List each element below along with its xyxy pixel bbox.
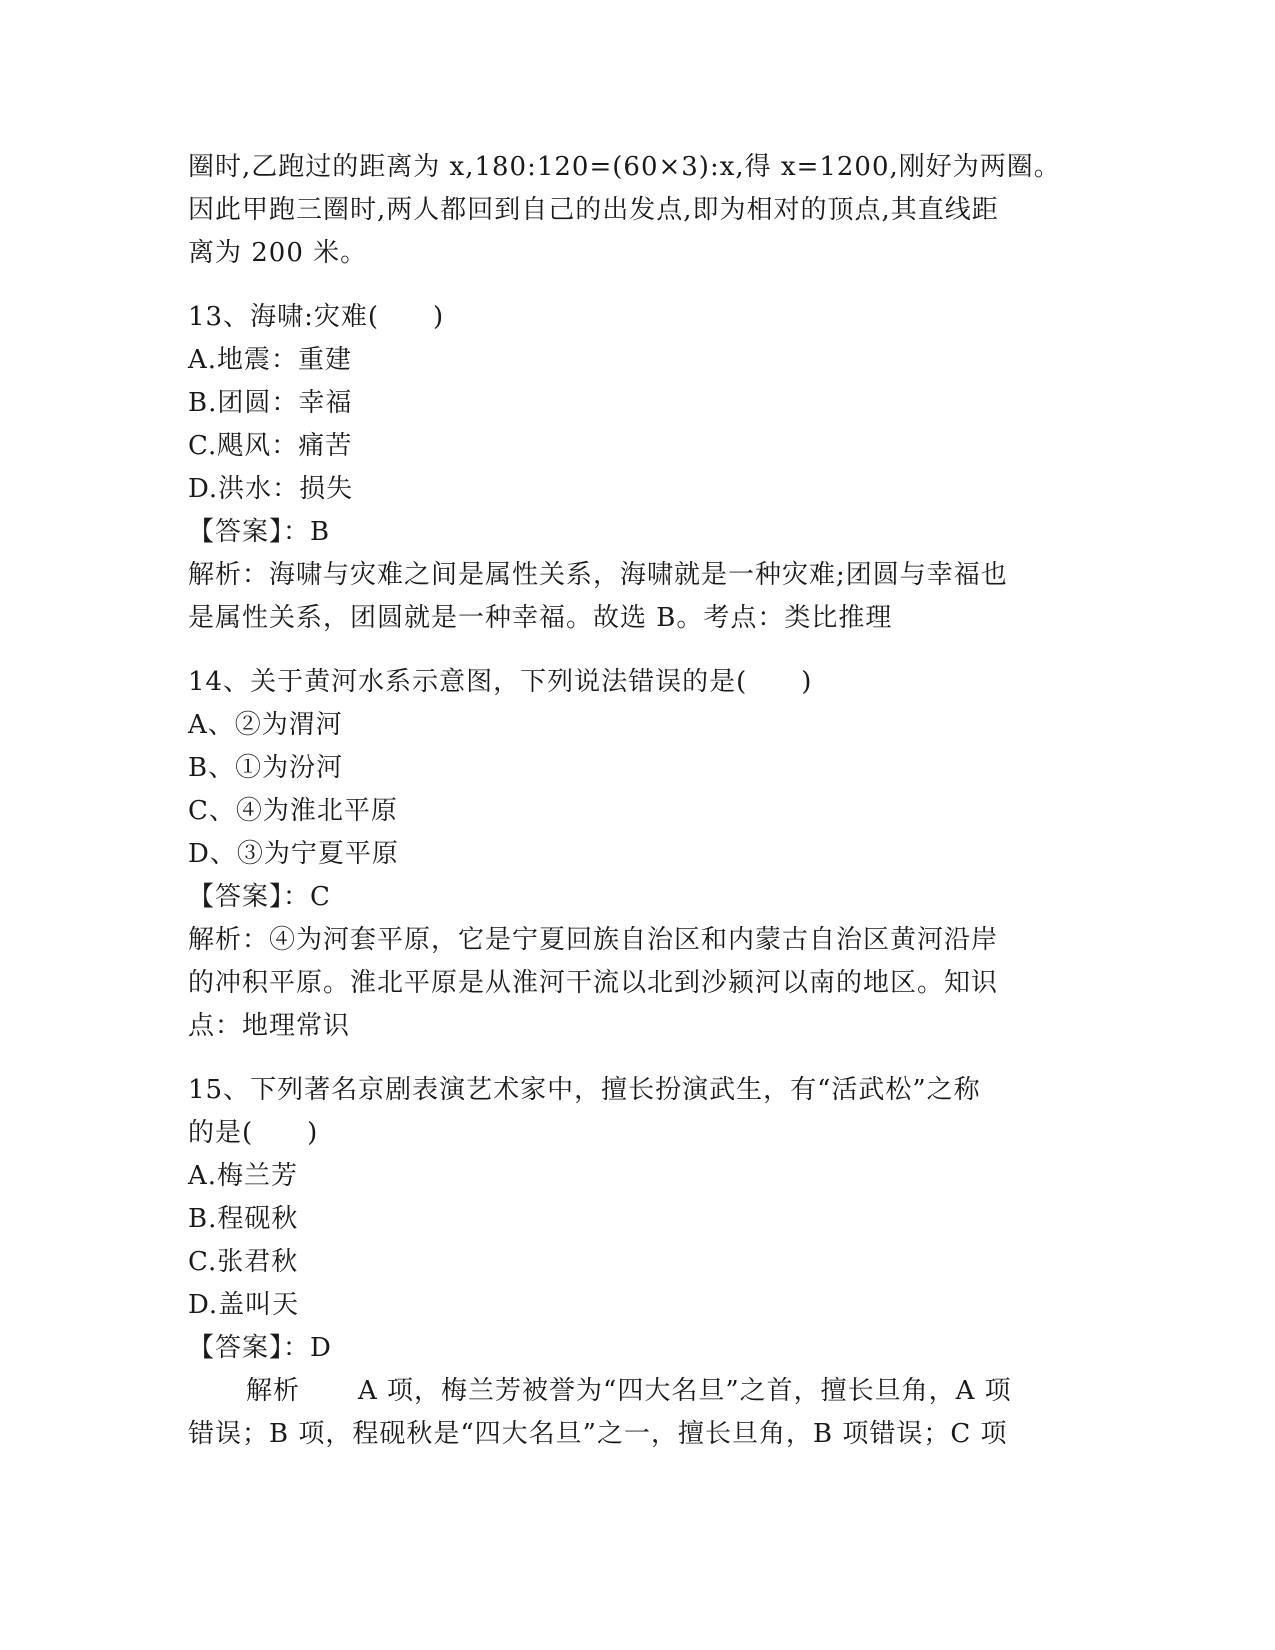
option-d: D.洪水：损失 (188, 474, 354, 504)
option-a: A、②为渭河 (188, 710, 343, 740)
option-d: D、③为宁夏平原 (188, 839, 399, 869)
intro-paragraph (188, 146, 1078, 275)
question-text: 的是( ) (188, 1118, 319, 1148)
analysis-line: 的冲积平原。淮北平原是从淮河干流以北到沙颍河以南的地区。知识 (188, 968, 999, 998)
option-d: D.盖叫天 (188, 1290, 300, 1320)
option-a: A.地震：重建 (188, 345, 353, 375)
question-15 (188, 1069, 1078, 1456)
answer-line: 【答案】：B (188, 517, 331, 547)
analysis-line: 是属性关系，团圆就是一种幸福。故选 B。考点：类比推理 (188, 603, 893, 633)
question-text: 14、关于黄河水系示意图，下列说法错误的是( ) (188, 667, 813, 697)
question-13 (188, 296, 1078, 640)
analysis-line: 点：地理常识 (188, 1011, 351, 1041)
analysis-line: 解析：海啸与灾难之间是属性关系，海啸就是一种灾难;团圆与幸福也 (188, 560, 1008, 590)
option-c: C.飓风：痛苦 (188, 431, 353, 461)
analysis-line (188, 1370, 1078, 1413)
option-c: C.张君秋 (188, 1247, 299, 1277)
option-b: B.程砚秋 (188, 1204, 299, 1234)
answer-line: 【答案】：C (188, 882, 331, 912)
text-line: 圈时,乙跑过的距离为 x,180:120=(60×3):x,得 x=1200,刚好为两圈。 (188, 152, 1061, 182)
option-c: C、④为淮北平原 (188, 796, 398, 826)
answer-line: 【答案】：D (188, 1333, 332, 1363)
text-line: 因此甲跑三圈时,两人都回到自己的出发点,即为相对的顶点,其直线距 (188, 195, 999, 225)
option-b: B.团圆：幸福 (188, 388, 353, 418)
question-text: 13、海啸:灾难( ) (188, 302, 445, 332)
text-line: 离为 200 米。 (188, 238, 368, 268)
option-a: A.梅兰芳 (188, 1161, 299, 1191)
analysis-text: A 项，梅兰芳被誉为“四大名旦”之首，擅长旦角，A 项 (358, 1376, 1012, 1406)
analysis-label: 解析 (246, 1376, 301, 1406)
document-page (188, 146, 1078, 1456)
question-14 (188, 661, 1078, 1048)
question-text: 15、下列著名京剧表演艺术家中，擅长扮演武生，有“活武松”之称 (188, 1075, 981, 1105)
analysis-line: 错误；B 项，程砚秋是“四大名旦”之一，擅长旦角，B 项错误；C 项 (188, 1419, 1008, 1449)
analysis-line: 解析：④为河套平原，它是宁夏回族自治区和内蒙古自治区黄河沿岸 (188, 925, 999, 955)
option-b: B、①为汾河 (188, 753, 344, 783)
